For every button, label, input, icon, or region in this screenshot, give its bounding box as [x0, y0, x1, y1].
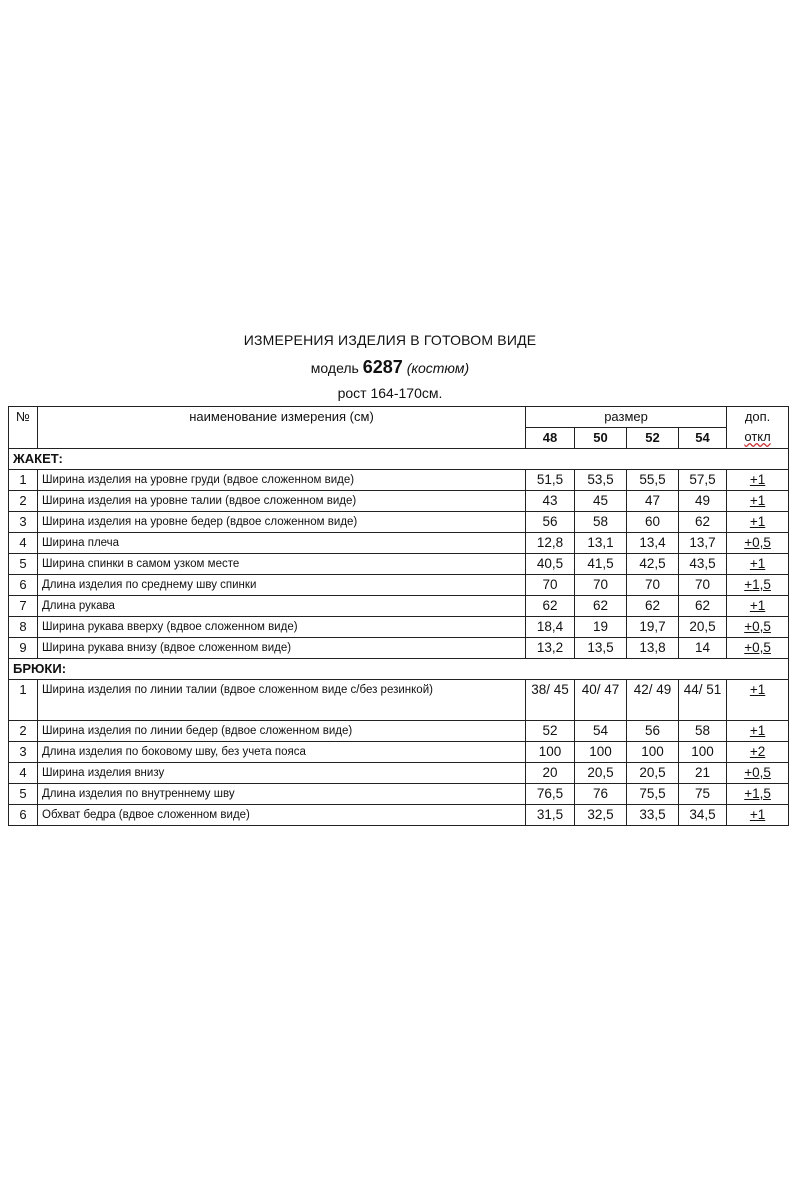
row-measurement-name: Ширина изделия внизу — [38, 763, 526, 784]
row-value-size-50: 32,5 — [575, 805, 627, 826]
row-value-size-54: 62 — [679, 596, 727, 617]
row-value-size-48: 100 — [526, 742, 575, 763]
row-measurement-name: Обхват бедра (вдвое сложенном виде) — [38, 805, 526, 826]
row-value-size-52: 20,5 — [627, 763, 679, 784]
row-value-size-50: 53,5 — [575, 470, 627, 491]
header-size-48: 48 — [526, 428, 575, 449]
row-value-size-54: 62 — [679, 512, 727, 533]
row-tolerance — [727, 784, 789, 805]
row-value-size-52: 13,8 — [627, 638, 679, 659]
row-tolerance — [727, 575, 789, 596]
row-number: 2 — [9, 491, 38, 512]
row-value-size-52: 75,5 — [627, 784, 679, 805]
row-tolerance — [727, 512, 789, 533]
table-row — [9, 470, 789, 491]
tolerance-value: +0,5 — [744, 535, 771, 550]
row-value-size-52: 60 — [627, 512, 679, 533]
row-measurement-name: Ширина рукава внизу (вдвое сложенном виде) — [38, 638, 526, 659]
row-value-size-52: 33,5 — [627, 805, 679, 826]
row-value-size-54: 43,5 — [679, 554, 727, 575]
row-value-size-48: 13,2 — [526, 638, 575, 659]
row-value-size-54: 49 — [679, 491, 727, 512]
row-value-size-50: 45 — [575, 491, 627, 512]
section-row — [9, 659, 789, 680]
row-measurement-name: Ширина плеча — [38, 533, 526, 554]
row-value-size-48: 43 — [526, 491, 575, 512]
row-measurement-name: Ширина изделия на уровне бедер (вдвое сложенном виде) — [38, 512, 526, 533]
row-value-size-50: 54 — [575, 721, 627, 742]
row-value-size-52: 70 — [627, 575, 679, 596]
tolerance-value: +1 — [749, 682, 766, 697]
row-value-size-54: 70 — [679, 575, 727, 596]
tolerance-value: +1 — [749, 493, 766, 508]
model-note: (костюм) — [406, 360, 470, 376]
row-value-size-54: 75 — [679, 784, 727, 805]
row-value-size-52: 100 — [627, 742, 679, 763]
row-tolerance — [727, 596, 789, 617]
table-row — [9, 617, 789, 638]
row-number: 1 — [9, 470, 38, 491]
header-size: размер — [526, 407, 727, 428]
row-tolerance — [727, 554, 789, 575]
table-row — [9, 596, 789, 617]
row-number: 6 — [9, 575, 38, 596]
row-tolerance — [727, 763, 789, 784]
section-label: ЖАКЕТ: — [9, 449, 789, 470]
header-measurement-name: наименование измерения (см) — [38, 407, 526, 449]
row-value-size-52: 55,5 — [627, 470, 679, 491]
table-row — [9, 575, 789, 596]
row-tolerance — [727, 805, 789, 826]
row-value-size-54: 13,7 — [679, 533, 727, 554]
row-measurement-name: Длина изделия по среднему шву спинки — [38, 575, 526, 596]
tolerance-value: +2 — [749, 744, 766, 759]
row-number: 4 — [9, 533, 38, 554]
row-measurement-name: Ширина рукава вверху (вдвое сложенном виде) — [38, 617, 526, 638]
row-value-size-48: 40,5 — [526, 554, 575, 575]
tolerance-value: +1 — [749, 556, 766, 571]
row-value-size-48: 38/ 45 — [526, 680, 575, 721]
row-number: 3 — [9, 512, 38, 533]
table-row — [9, 491, 789, 512]
row-value-size-48: 31,5 — [526, 805, 575, 826]
row-value-size-48: 18,4 — [526, 617, 575, 638]
row-value-size-50: 19 — [575, 617, 627, 638]
tolerance-value: +0,5 — [744, 765, 771, 780]
row-measurement-name: Ширина изделия по линии талии (вдвое сложенном виде с/без резинкой) — [38, 680, 526, 721]
header-number: № — [9, 407, 38, 449]
row-number: 5 — [9, 784, 38, 805]
row-value-size-50: 40/ 47 — [575, 680, 627, 721]
row-value-size-54: 14 — [679, 638, 727, 659]
row-value-size-52: 19,7 — [627, 617, 679, 638]
row-value-size-50: 100 — [575, 742, 627, 763]
row-value-size-54: 44/ 51 — [679, 680, 727, 721]
model-prefix: модель — [310, 360, 359, 376]
row-measurement-name: Длина изделия по внутреннему шву — [38, 784, 526, 805]
tolerance-value: +0,5 — [744, 619, 771, 634]
row-tolerance — [727, 533, 789, 554]
row-value-size-52: 42/ 49 — [627, 680, 679, 721]
row-number: 9 — [9, 638, 38, 659]
model-number: 6287 — [362, 357, 403, 377]
header-tolerance — [727, 407, 789, 449]
row-tolerance — [727, 470, 789, 491]
row-value-size-48: 62 — [526, 596, 575, 617]
tolerance-value: +1 — [749, 514, 766, 529]
row-value-size-54: 57,5 — [679, 470, 727, 491]
table-row — [9, 805, 789, 826]
row-number: 1 — [9, 680, 38, 721]
row-number: 2 — [9, 721, 38, 742]
table-row — [9, 721, 789, 742]
row-number: 3 — [9, 742, 38, 763]
table-row — [9, 763, 789, 784]
table-row — [9, 554, 789, 575]
header-size-54: 54 — [679, 428, 727, 449]
row-measurement-name: Ширина изделия на уровне талии (вдвое сложенном виде) — [38, 491, 526, 512]
row-value-size-50: 70 — [575, 575, 627, 596]
row-number: 5 — [9, 554, 38, 575]
row-value-size-54: 20,5 — [679, 617, 727, 638]
header-tolerance-line1: доп. — [744, 409, 771, 424]
row-value-size-50: 58 — [575, 512, 627, 533]
tolerance-value: +1 — [749, 598, 766, 613]
row-value-size-50: 13,5 — [575, 638, 627, 659]
row-value-size-48: 56 — [526, 512, 575, 533]
row-measurement-name: Ширина изделия по линии бедер (вдвое сложенном виде) — [38, 721, 526, 742]
header-size-50: 50 — [575, 428, 627, 449]
row-value-size-50: 76 — [575, 784, 627, 805]
tolerance-value: +1,5 — [744, 786, 771, 801]
row-value-size-54: 58 — [679, 721, 727, 742]
row-value-size-48: 20 — [526, 763, 575, 784]
row-value-size-48: 76,5 — [526, 784, 575, 805]
row-value-size-48: 12,8 — [526, 533, 575, 554]
row-value-size-54: 34,5 — [679, 805, 727, 826]
header-tolerance-line2: откл — [744, 429, 771, 444]
row-tolerance — [727, 491, 789, 512]
table-row — [9, 638, 789, 659]
tolerance-value: +1,5 — [744, 577, 771, 592]
tolerance-value: +1 — [749, 807, 766, 822]
row-measurement-name: Длина изделия по боковому шву, без учета пояса — [38, 742, 526, 763]
row-value-size-48: 51,5 — [526, 470, 575, 491]
row-value-size-50: 62 — [575, 596, 627, 617]
row-value-size-52: 62 — [627, 596, 679, 617]
row-measurement-name: Ширина изделия на уровне груди (вдвое сложенном виде) — [38, 470, 526, 491]
table-row — [9, 512, 789, 533]
table-row — [9, 742, 789, 763]
row-measurement-name: Длина рукава — [38, 596, 526, 617]
row-number: 7 — [9, 596, 38, 617]
document-title: ИЗМЕРЕНИЯ ИЗДЕЛИЯ В ГОТОВОМ ВИДЕ — [243, 332, 537, 348]
height-range: рост 164-170см. — [337, 385, 443, 401]
tolerance-value: +1 — [749, 723, 766, 738]
table-row — [9, 533, 789, 554]
measurements-table — [8, 406, 789, 826]
row-tolerance — [727, 721, 789, 742]
row-value-size-48: 52 — [526, 721, 575, 742]
row-value-size-50: 13,1 — [575, 533, 627, 554]
header-size-52: 52 — [627, 428, 679, 449]
row-value-size-52: 13,4 — [627, 533, 679, 554]
row-tolerance — [727, 680, 789, 721]
section-row — [9, 449, 789, 470]
row-value-size-54: 21 — [679, 763, 727, 784]
tolerance-value: +0,5 — [744, 640, 771, 655]
row-value-size-52: 42,5 — [627, 554, 679, 575]
row-measurement-name: Ширина спинки в самом узком месте — [38, 554, 526, 575]
row-tolerance — [727, 742, 789, 763]
row-number: 8 — [9, 617, 38, 638]
row-tolerance — [727, 617, 789, 638]
row-tolerance — [727, 638, 789, 659]
model-line — [0, 357, 780, 378]
section-label: БРЮКИ: — [9, 659, 789, 680]
row-number: 4 — [9, 763, 38, 784]
table-row — [9, 680, 789, 721]
row-value-size-50: 41,5 — [575, 554, 627, 575]
row-value-size-48: 70 — [526, 575, 575, 596]
table-row — [9, 784, 789, 805]
row-value-size-54: 100 — [679, 742, 727, 763]
row-number: 6 — [9, 805, 38, 826]
row-value-size-52: 47 — [627, 491, 679, 512]
row-value-size-52: 56 — [627, 721, 679, 742]
tolerance-value: +1 — [749, 472, 766, 487]
row-value-size-50: 20,5 — [575, 763, 627, 784]
